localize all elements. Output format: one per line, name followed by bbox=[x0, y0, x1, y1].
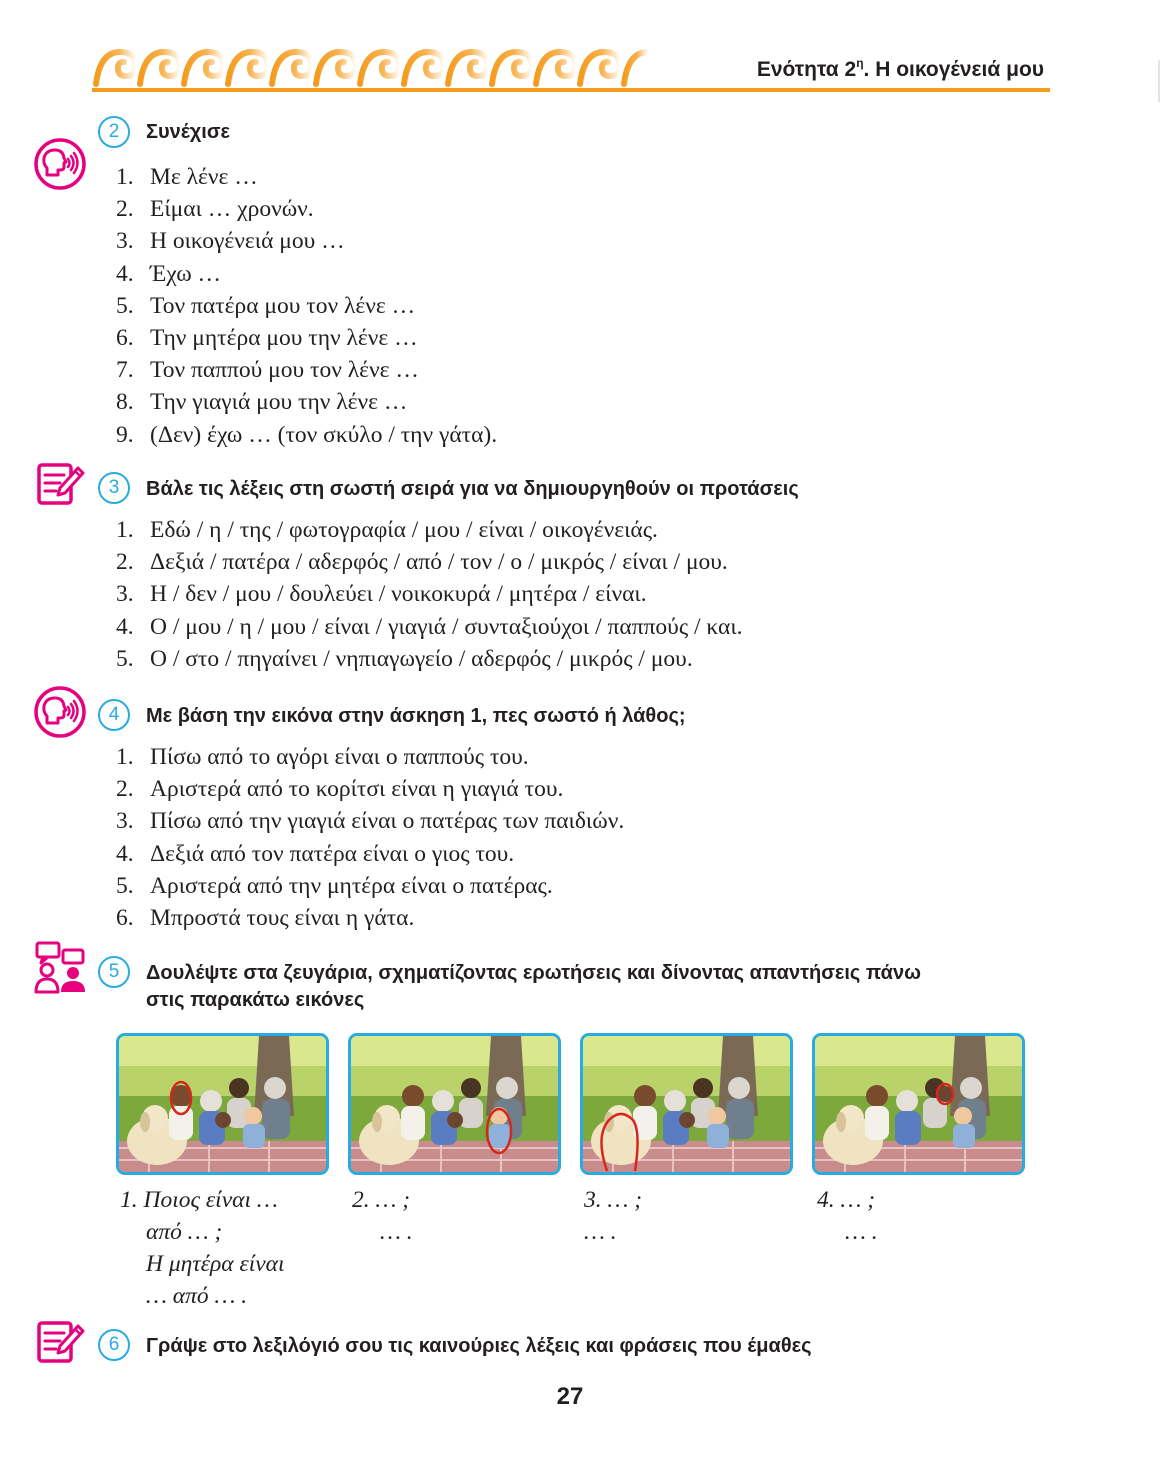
list-item: 6. Την μητέρα μου την λένε … bbox=[116, 325, 418, 352]
list-item: 5. Αριστερά από την μητέρα είναι ο πατέρας. bbox=[116, 872, 553, 899]
list-item: 2. Αριστερά από το κορίτσι είναι η γιαγιά του. bbox=[116, 776, 564, 803]
list-item: 7. Τον παππού μου τον λένε … bbox=[116, 357, 419, 384]
family-picnic-image bbox=[119, 1036, 326, 1172]
list-item: 1. Με λένε … bbox=[116, 164, 258, 190]
list-item: 6. Μπροστά τους είναι η γάτα. bbox=[116, 905, 415, 932]
photo-caption-4: 4. … ; … . bbox=[817, 1187, 878, 1245]
family-photo-1 bbox=[116, 1033, 329, 1175]
meander-ornament bbox=[92, 44, 662, 90]
exercise-4-list bbox=[116, 741, 624, 934]
exercise-title-5: Δουλέψτε στα ζευγάρια, σχηματίζοντας ερωτήσεις και δίνοντας απαντήσεις πάνω στις παρακάτω εικόνες bbox=[146, 962, 921, 1011]
speaking-icon bbox=[33, 685, 87, 739]
family-picnic-image bbox=[583, 1036, 790, 1172]
exercise-2-list bbox=[116, 161, 497, 451]
list-item: 2. Είμαι … χρονών. bbox=[116, 196, 314, 223]
list-item: 4. Ο / μου / η / μου / είναι / γιαγιά / συνταξιούχοι / παππούς / και. bbox=[116, 613, 743, 640]
page-edge bbox=[1158, 60, 1160, 102]
exercise-number-2: 2 bbox=[98, 116, 130, 148]
list-item: 9. (Δεν) έχω … (τον σκύλο / την γάτα). bbox=[116, 421, 498, 448]
list-item: 1. Πίσω από το αγόρι είναι ο παππούς του. bbox=[116, 744, 529, 770]
writing-icon bbox=[36, 1318, 86, 1364]
list-item: 3. Η οικογένειά μου … bbox=[116, 228, 345, 255]
family-photo-4 bbox=[812, 1033, 1025, 1175]
list-item: 2. Δεξιά / πατέρα / αδερφός / από / τον / ο / μικρός / είναι / μου. bbox=[116, 549, 728, 576]
photo-caption-2: 2. … ; … . bbox=[352, 1187, 413, 1245]
family-photo-2 bbox=[348, 1033, 561, 1175]
header-rule bbox=[92, 88, 1050, 92]
speaking-icon bbox=[33, 137, 87, 191]
exercise-3-list bbox=[116, 514, 743, 675]
list-item: 5. Ο / στο / πηγαίνει / νηπιαγωγείο / αδερφός / μικρός / μου. bbox=[116, 645, 693, 672]
family-picnic-image bbox=[815, 1036, 1022, 1172]
exercise-title-3: Βάλε τις λέξεις στη σωστή σειρά για να δημιουργηθούν οι προτάσεις bbox=[146, 478, 799, 500]
exercise-title-6: Γράψε στο λεξιλόγιό σου τις καινούριες λέξεις και φράσεις που έμαθες bbox=[146, 1335, 812, 1357]
exercise-number-6: 6 bbox=[98, 1329, 130, 1361]
exercise-number-5: 5 bbox=[98, 956, 130, 988]
family-photo-3 bbox=[580, 1033, 793, 1175]
exercise-title-2: Συνέχισε bbox=[146, 121, 231, 143]
list-item: 5. Τον πατέρα μου τον λένε … bbox=[116, 292, 416, 319]
list-item: 8. Την γιαγιά μου την λένε … bbox=[116, 389, 408, 416]
exercise-number-4: 4 bbox=[98, 699, 130, 731]
pair-work-icon bbox=[33, 940, 87, 994]
list-item: 3. Πίσω από την γιαγιά είναι ο πατέρας των παιδιών. bbox=[116, 808, 625, 835]
family-picnic-image bbox=[351, 1036, 558, 1172]
photo-caption-1: 1. Ποιος είναι … από … ; Η μητέρα είναι … από … . bbox=[120, 1187, 285, 1309]
list-item: 4. Έχω … bbox=[116, 260, 222, 287]
list-item: 1. Εδώ / η / της / φωτογραφία / μου / είναι / οικογένειάς. bbox=[116, 517, 658, 543]
list-item: 3. Η / δεν / μου / δουλεύει / νοικοκυρά / μητέρα / είναι. bbox=[116, 581, 647, 608]
page-number: 27 bbox=[556, 1383, 584, 1410]
writing-icon bbox=[36, 460, 86, 506]
exercise-title-4: Με βάση την εικόνα στην άσκηση 1, πες σωστό ή λάθος; bbox=[146, 705, 686, 727]
photo-caption-3: 3. … ; … . bbox=[584, 1187, 643, 1245]
exercise-number-3: 3 bbox=[98, 472, 130, 504]
list-item: 4. Δεξιά από τον πατέρα είναι ο γιος του. bbox=[116, 840, 515, 867]
unit-title: Ενότητα $2^\eta$. Η οικογένειά μου bbox=[756, 56, 1044, 81]
